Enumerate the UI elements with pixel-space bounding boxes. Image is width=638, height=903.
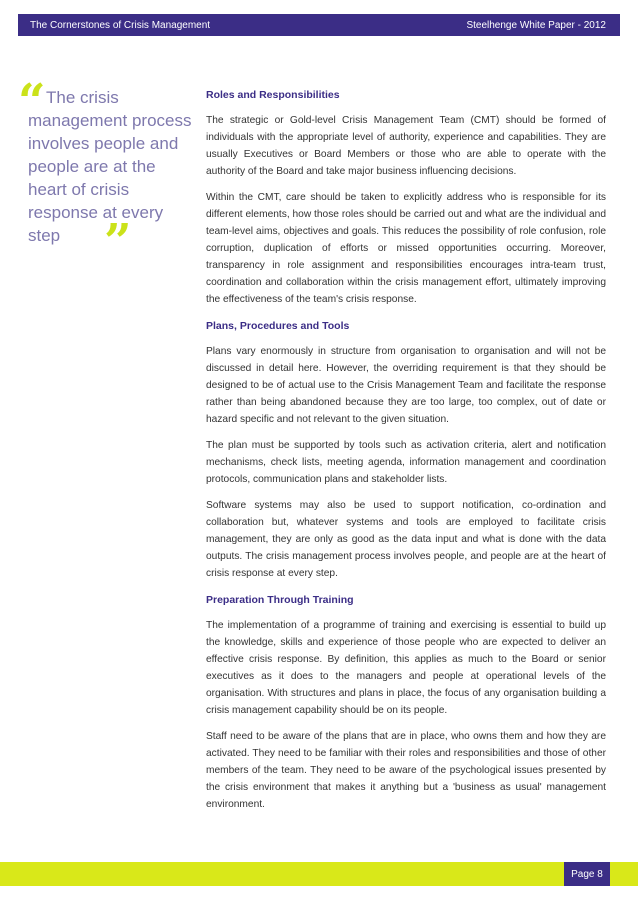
- header-title: The Cornerstones of Crisis Management: [30, 19, 211, 31]
- pull-quote-line1: The crisis: [46, 88, 119, 107]
- page-number: Page 8: [564, 862, 610, 886]
- footer-bar: [0, 862, 638, 886]
- close-quote-icon: ”: [104, 214, 132, 270]
- paragraph: Plans vary enormously in structure from organisation to organisation and will not be discussed in detail here. However, the overriding requirement is that they should be designed to be of actual use to the Crisis Management Team and facilitate the response rather than being abandoned because they are too large, too complex, out of date or hazard specific and not relevant to the given situation.: [206, 346, 606, 425]
- paragraph: The implementation of a programme of training and exercising is essential to build up the knowledge, skills and experience of those people who are expected to deliver an effective crisis response. By definition, this applies as much to the Board or senior executives as it does to the managers and people at operational levels of the organisation. With structures and plans in place, the focus of any organisation building a crisis management capability should be on its people.: [206, 620, 606, 716]
- pull-quote-rest: management process involves people and people are at the heart of crisis response at every step: [28, 111, 192, 245]
- paragraph: The strategic or Gold-level Crisis Management Team (CMT) should be formed of individuals with the appropriate level of authority, experience and capabilities. They are usually Executives or Board Members or those who are able to operate with the authority of the Board and take major business influencing decisions.: [206, 115, 606, 177]
- section-heading: Plans, Procedures and Tools: [206, 320, 350, 332]
- open-quote-icon: “: [18, 74, 46, 130]
- main-content: [206, 86, 606, 822]
- page-header: [18, 14, 620, 36]
- paragraph: Software systems may also be used to support notification, co-ordination and collaboration but, whatever systems and tools are employed to facilitate crisis management, they are only as good as the data input and what is done with the data outputs. The crisis management process involves people, and people are at the heart of crisis response at every step.: [206, 500, 606, 579]
- paragraph: Staff need to be aware of the plans that are in place, who owns them and how they are activated. They need to be familiar with their roles and responsibilities and those of other members of the team. They need to be aware of the psychological issues presented by the crisis environment that makes it anything but a 'business as usual' management environment.: [206, 731, 606, 810]
- section-heading: Preparation Through Training: [206, 594, 354, 606]
- section-heading: Roles and Responsibilities: [206, 89, 340, 101]
- header-publication: Steelhenge White Paper - 2012: [466, 19, 606, 31]
- paragraph: Within the CMT, care should be taken to explicitly address who is responsible for its different elements, how those roles should be carried out and what are the individual and team-level aims, objectives and goals. This reduces the possibility of role confusion, role corruption, duplication of efforts or missed opportunities occurring. Moreover, transparency in role assignment and responsibilities encourages intra-team trust, coordination and collaboration within the crisis management effort, ultimately improving the effectiveness of the team's crisis response.: [206, 192, 606, 305]
- paragraph: The plan must be supported by tools such as activation criteria, alert and notification mechanisms, check lists, meeting agenda, information management and coordination protocols, communication plans and stakeholder lists.: [206, 440, 606, 485]
